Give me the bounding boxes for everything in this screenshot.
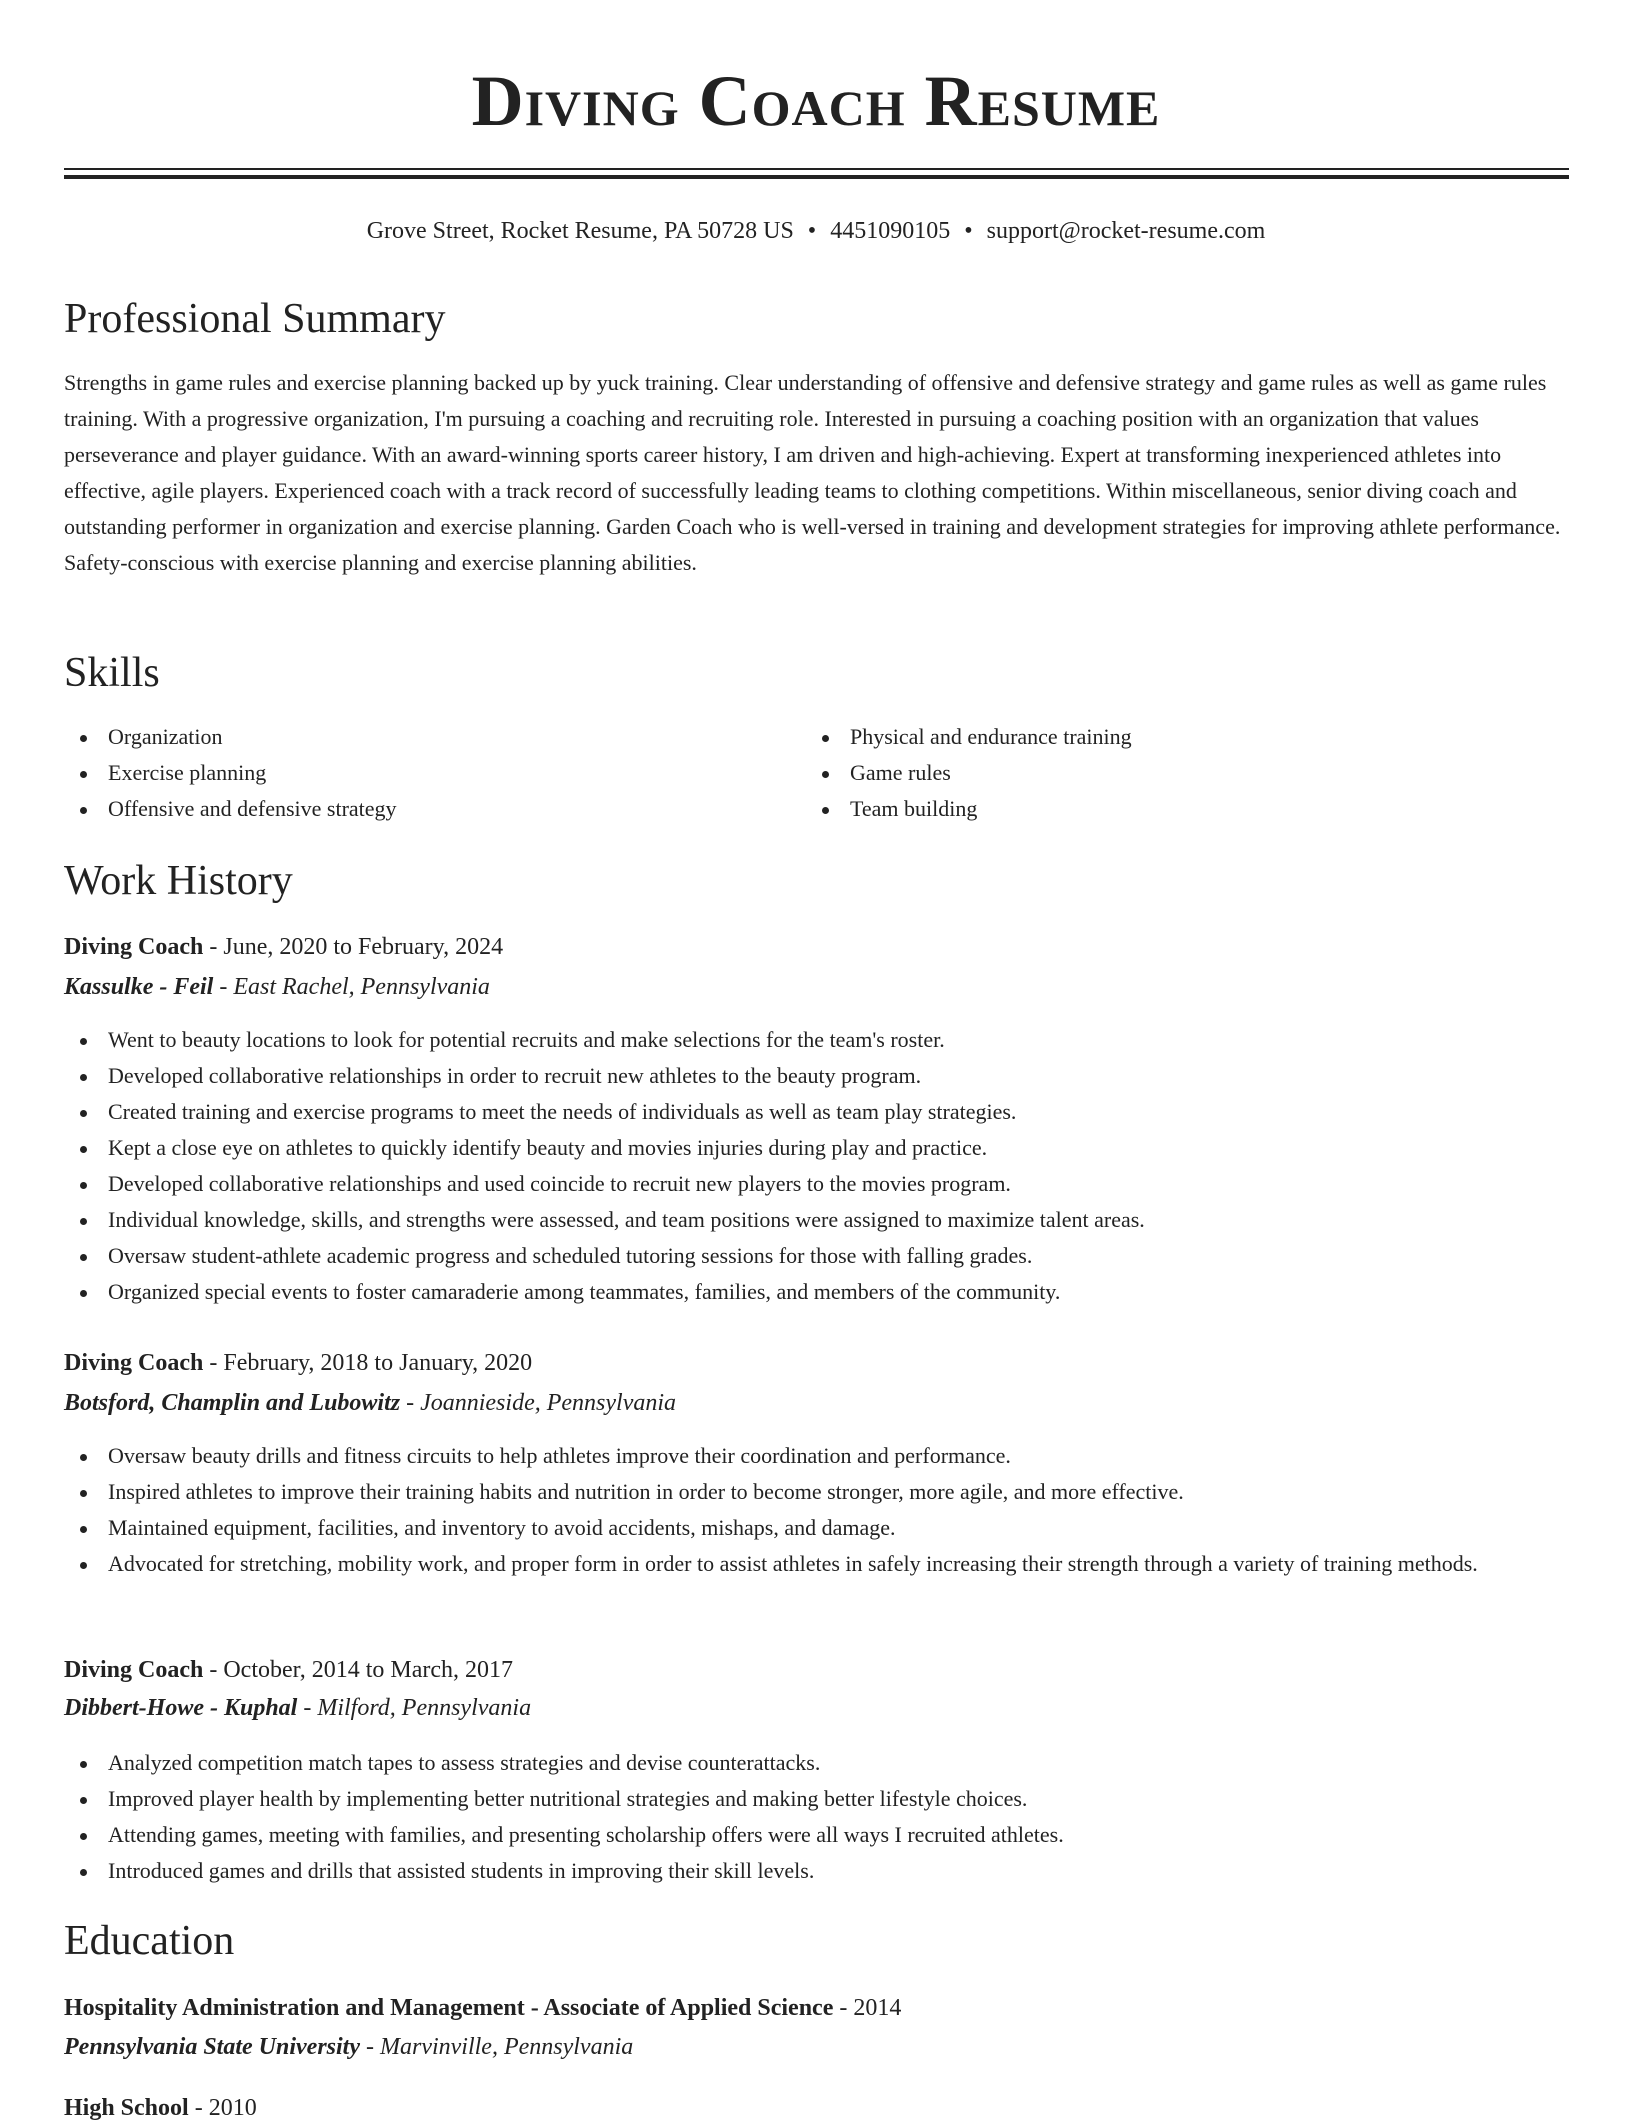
job-company: Kassulke - Feil — [64, 974, 214, 1000]
duty-item: Individual knowledge, skills, and strengths were assessed, and team positions were assigned to maximize talent areas. — [64, 1202, 1574, 1238]
job-title-line — [64, 1652, 513, 1688]
contact-address: Grove Street, Rocket Resume, PA 50728 US — [366, 218, 794, 244]
duty-item: Introduced games and drills that assisted students in improving their skill levels. — [64, 1853, 1574, 1889]
duty-item: Oversaw beauty drills and fitness circuits to help athletes improve their coordination and performance. — [64, 1438, 1574, 1474]
skill-item: Game rules — [806, 755, 1526, 791]
duty-item: Kept a close eye on athletes to quickly identify beauty and movies injuries during play and practice. — [64, 1130, 1574, 1166]
title-rule-thin — [64, 168, 1569, 170]
job-title: Diving Coach — [64, 934, 204, 960]
job-company: Dibbert-Howe - Kuphal — [64, 1695, 298, 1721]
skills-column-right — [806, 719, 1526, 827]
education-year: - 2010 — [194, 2095, 257, 2121]
job-title: Diving Coach — [64, 1350, 204, 1376]
contact-separator: • — [964, 218, 973, 244]
job-duties — [64, 1022, 1574, 1310]
education-year: - 2014 — [839, 1995, 902, 2021]
education-degree: High School — [64, 2095, 189, 2121]
job-company: Botsford, Champlin and Lubowitz — [64, 1390, 401, 1416]
title-rule-thick — [64, 175, 1569, 179]
contact-separator: • — [807, 218, 817, 244]
education-school: Pennsylvania State University — [64, 2034, 360, 2060]
job-location: - Milford, Pennsylvania — [303, 1695, 532, 1721]
skills-column-left — [64, 719, 784, 827]
duty-item: Inspired athletes to improve their training habits and nutrition in order to become stronger, more agile, and more effective. — [64, 1474, 1574, 1510]
duty-item: Created training and exercise programs to meet the needs of individuals as well as team play strategies. — [64, 1094, 1574, 1130]
duty-item: Attending games, meeting with families, and presenting scholarship offers were all ways I recruited athletes. — [64, 1817, 1574, 1853]
job-company-line — [64, 1385, 676, 1421]
skill-item: Exercise planning — [64, 755, 784, 791]
job-company-line — [64, 969, 490, 1005]
summary-heading: Professional Summary — [64, 296, 446, 342]
resume-title: Diving Coach Resume — [471, 61, 1161, 141]
duty-item: Went to beauty locations to look for potential recruits and make selections for the team's roster. — [64, 1022, 1574, 1058]
skill-item: Organization — [64, 719, 784, 755]
duty-item: Maintained equipment, facilities, and inventory to avoid accidents, mishaps, and damage. — [64, 1510, 1574, 1546]
job-duties — [64, 1745, 1574, 1889]
summary-text: Strengths in game rules and exercise planning backed up by yuck training. Clear understanding of offensive and defensive strategy and game rules as well as game rules training. With a progressive organization, I'm pursuing a coaching and recruiting role. Interested in pursuing a coaching position with an organization that values perseverance and player guidance. With an award-winning sports career history, I am driven and high-achieving. Expert at transforming inexperienced athletes into effective, agile players. Experienced coach with a track record of successfully leading teams to clothing competitions. Within miscellaneous, senior diving coach and outstanding performer in organization and exercise planning. Garden Coach who is well-versed in training and development strategies for improving athlete performance. Safety-conscious with exercise planning and exercise planning abilities. — [64, 370, 1561, 575]
education-degree-line — [64, 2090, 257, 2126]
duty-item: Analyzed competition match tapes to assess strategies and devise counterattacks. — [64, 1745, 1574, 1781]
duty-item: Oversaw student-athlete academic progress and scheduled tutoring sessions for those with falling grades. — [64, 1238, 1574, 1274]
duty-item: Improved player health by implementing better nutritional strategies and making better lifestyle choices. — [64, 1781, 1574, 1817]
duty-item: Developed collaborative relationships in order to recruit new athletes to the beauty program. — [64, 1058, 1574, 1094]
job-location: - Joannieside, Pennsylvania — [406, 1390, 677, 1416]
education-heading: Education — [64, 1918, 235, 1964]
job-title: Diving Coach — [64, 1657, 204, 1683]
contact-email[interactable]: support@rocket-resume.com — [986, 218, 1266, 244]
job-title-line — [64, 929, 503, 965]
contact-line — [0, 214, 1632, 248]
skills-heading: Skills — [64, 650, 160, 696]
job-location: - East Rachel, Pennsylvania — [219, 974, 490, 1000]
skill-item: Team building — [806, 791, 1526, 827]
job-dates: - October, 2014 to March, 2017 — [209, 1657, 513, 1683]
job-company-line — [64, 1690, 531, 1726]
education-degree: Hospitality Administration and Management - Associate of Applied Science — [64, 1995, 834, 2021]
duty-item: Organized special events to foster camaraderie among teammates, families, and members of the community. — [64, 1274, 1574, 1310]
duty-item: Advocated for stretching, mobility work, and proper form in order to assist athletes in safely increasing their strength through a variety of training methods. — [64, 1546, 1574, 1582]
contact-phone: 4451090105 — [830, 218, 951, 244]
job-dates: - February, 2018 to January, 2020 — [209, 1350, 533, 1376]
job-title-line — [64, 1345, 532, 1381]
education-degree-line — [64, 1990, 901, 2026]
work-heading: Work History — [64, 858, 293, 904]
education-location: - Marvinville, Pennsylvania — [366, 2034, 634, 2060]
job-duties — [64, 1438, 1574, 1582]
skill-item: Offensive and defensive strategy — [64, 791, 784, 827]
duty-item: Developed collaborative relationships and used coincide to recruit new players to the movies program. — [64, 1166, 1574, 1202]
skill-item: Physical and endurance training — [806, 719, 1526, 755]
education-school-line — [64, 2029, 633, 2065]
job-dates: - June, 2020 to February, 2024 — [209, 934, 504, 960]
